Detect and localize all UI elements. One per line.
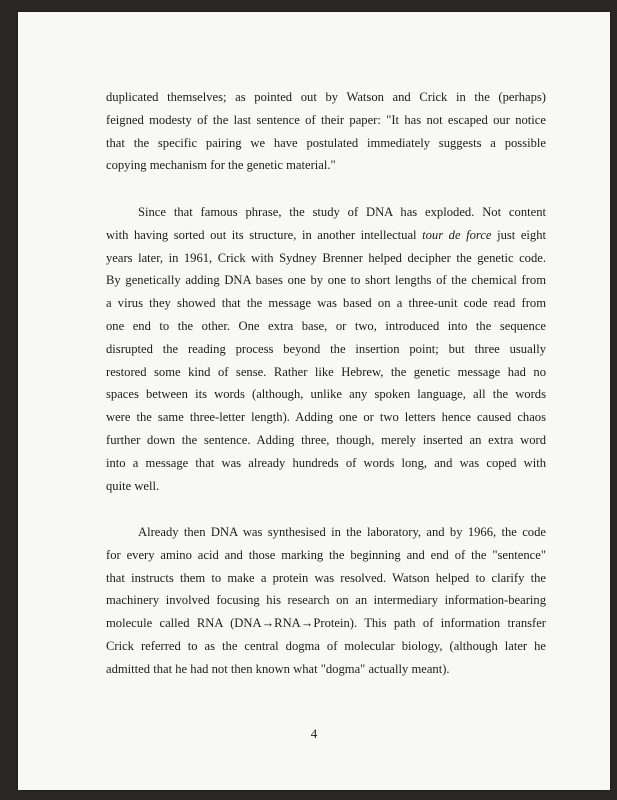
paragraph-2-line-10: were the same three-letter length). Adding one or two letters hence caused chaos — [106, 410, 546, 425]
paragraph-2-line-2-head: with having sorted out its structure, in another intellectual — [106, 227, 423, 242]
paragraph-1-line-3: that the specific pairing we have postulated immediately suggests a possible — [106, 135, 546, 150]
paragraph-3-line-5: molecule called RNA (DNA→RNA→Protein). This path of information transfer — [106, 616, 546, 631]
paragraph-2-line-13: quite well. — [106, 478, 160, 493]
page-number: 4 — [310, 726, 318, 741]
paragraph-2-line-2 — [106, 224, 546, 247]
paragraph-1-line-1: duplicated themselves; as pointed out by Watson and Crick in the (perhaps) — [106, 90, 546, 104]
paragraph-2-line-2-tail: just eight — [491, 227, 546, 242]
paragraph-2 — [106, 201, 546, 497]
paragraph-3-line-4: machinery involved focusing his research on an intermediary information-bearing — [106, 593, 546, 608]
italic-phrase: tour de force — [422, 227, 492, 242]
paragraph-1-line-2: feigned modesty of the last sentence of their paper: "It has not escaped our notice — [106, 112, 546, 127]
paragraph-3-line-1: Already then DNA was synthesised in the laboratory, and by 1966, the code — [138, 525, 546, 539]
paragraph-2-line-8: restored some kind of sense. Rather like Hebrew, the genetic message had no — [106, 364, 546, 379]
paragraph-1 — [106, 86, 546, 177]
paragraph-1-line-4: copying mechanism for the genetic material." — [106, 158, 336, 173]
document-page — [18, 12, 610, 790]
paragraph-2-line-3: years later, in 1961, Crick with Sydney Brenner helped decipher the genetic code. — [106, 250, 546, 265]
paragraph-3-line-3: that instructs them to make a protein was resolved. Watson helped to clarify the — [106, 570, 546, 585]
paragraph-3 — [106, 521, 546, 681]
paragraph-2-line-11: further down the sentence. Adding three, though, merely inserted an extra word — [106, 432, 546, 447]
paragraph-2-line-9: spaces between its words (although, unlike any spoken language, all the words — [106, 387, 546, 402]
paragraph-2-line-6: one end to the other. One extra base, or two, introduced into the sequence — [106, 318, 546, 333]
paragraph-3-line-6: Crick referred to as the central dogma of molecular biology, (although later he — [106, 638, 546, 653]
paragraph-3-line-2: for every amino acid and those marking the beginning and end of the "sentence" — [106, 547, 546, 562]
paragraph-2-line-4: By genetically adding DNA bases one by one to short lengths of the chemical from — [106, 273, 546, 288]
paragraph-2-line-12: into a message that was already hundreds of words long, and was coped with — [106, 455, 546, 470]
paragraph-2-line-5: a virus they showed that the message was based on a three-unit code read from — [106, 296, 546, 311]
paragraph-2-line-1: Since that famous phrase, the study of DNA has exploded. Not content — [138, 205, 546, 219]
paragraph-3-line-7: admitted that he had not then known what "dogma" actually meant). — [106, 661, 450, 676]
paragraph-2-line-7: disrupted the reading process beyond the insertion point; but three usually — [106, 341, 546, 356]
